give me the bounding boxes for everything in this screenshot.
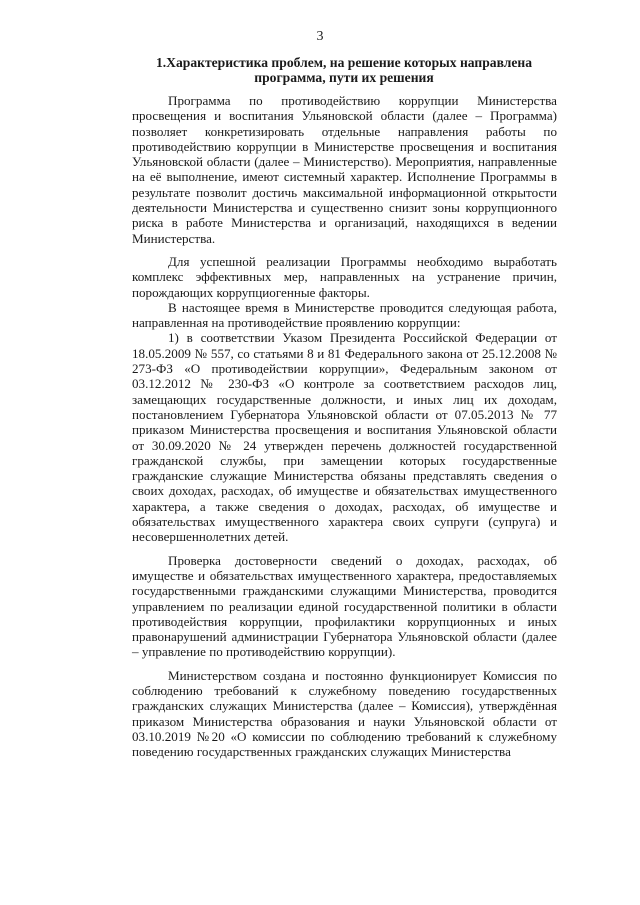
paragraph: 1) в соответствии Указом Президента Российской Федерации от 18.05.2009 № 557, со статьями 8 и 81 Федерального закона от 25.12.2008 № 273-ФЗ «О противодействии коррупции», Федеральным законом от 03.12.2012 № 230-ФЗ «О контроле за соответствием расходов лиц, замещающих государственные должности, и иных лиц их доходам, постановлением Губернатора Ульяновской области от 07.05.2013 № 77 приказом Министерства просвещения и воспитания Ульяновской области от 30.09.2020 № 24 утвержден перечень должностей государственной гражданской службы, при замещении которых государственные гражданские служащие Министерства обязаны представлять сведения о своих доходах, расходах, об имуществе и обязательствах имущественного характера, а также сведения о доходах, расходах, об имуществе и обязательствах имущественного характера своих супруги (супруга) и несовершеннолетних детей.	[132, 330, 557, 545]
paragraph: Проверка достоверности сведений о доходах, расходах, об имуществе и обязательствах имущественного характера, предоставляемых государственными гражданскими служащими Министерства, проводится управлением по реализации единой государственной политики в области противодействия коррупции, профилактики коррупционных и иных правонарушений администрации Губернатора Ульяновской области (далее – управление по противодействию коррупции).	[132, 552, 557, 660]
paragraph: В настоящее время в Министерстве проводится следующая работа, направленная на противодействие проявлению коррупции:	[132, 299, 557, 331]
paragraph: Программа по противодействию коррупции Министерства просвещения и воспитания Ульяновской области (далее – Программа) позволяет конкретизировать отдельные направления работы по противодействию коррупции в Министерстве просвещения и воспитания Ульяновской области (далее – Министерство). Мероприятия, направленные на её выполнение, имеют системный характер. Исполнение Программы в результате позволит достичь максимальной информационной открытости деятельности Министерства и существенно снизит зоны коррупционного риска в работе Министерства и организаций, находящихся в ведении Министерства.	[132, 93, 557, 246]
paragraph: Для успешной реализации Программы необходимо выработать комплекс эффективных мер, направленных на устранение причин, порождающих коррупциогенные факторы.	[132, 253, 557, 300]
document-body	[132, 93, 557, 759]
paragraph: Министерством создана и постоянно функционирует Комиссия по соблюдению требований к служебному поведению государственных гражданских служащих Министерства (далее – Комиссия), утверждённая приказом Министерства образования и науки Ульяновской области от 03.10.2019 №20 «О комиссии по соблюдению требований к служебному поведению государственных гражданских служащих Министерства	[132, 667, 557, 760]
section-heading: 1.Характеристика проблем, на решение которых направлена программа, пути их решения	[155, 55, 533, 85]
page-number: 3	[316, 29, 324, 44]
